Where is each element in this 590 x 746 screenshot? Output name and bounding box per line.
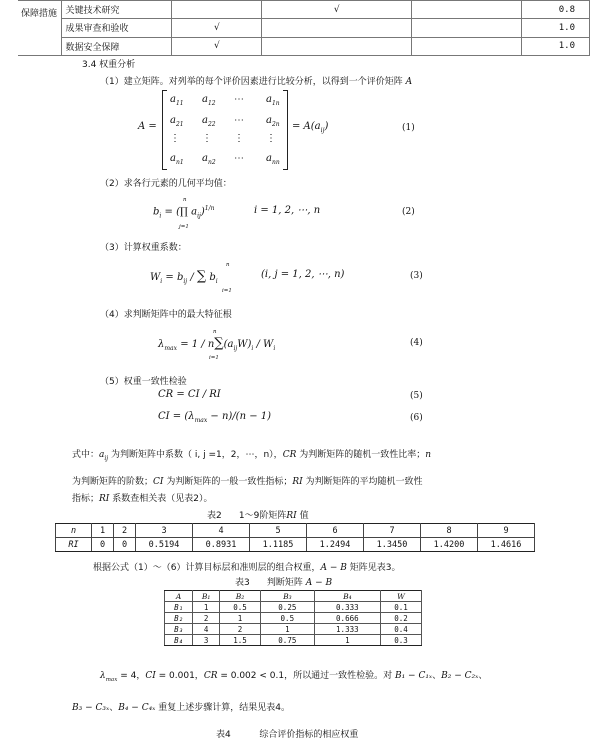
table-row: B₄ 3 1.5 0.75 1 0.3 [165, 635, 422, 646]
paragraph-6: B₃ − C₃ₓ、B₄ − C₄ₓ 重复上述步骤计算，结果见表4。 [72, 703, 290, 713]
step3-text: （3）计算权重系数： [100, 243, 187, 253]
matrix-lhs: A = [138, 121, 157, 132]
matrix-right-bracket [283, 90, 288, 170]
matrix-element: ⋮ [202, 133, 212, 144]
step2-text: （2）求各行元素的几何平均值： [100, 179, 232, 189]
matrix-element: ⋯ [234, 94, 244, 105]
matrix-element: ⋯ [234, 153, 244, 164]
table-row: B₂ 2 1 0.5 0.666 0.2 [165, 613, 422, 624]
matrix-rhs: = $A(a_{ij})$ [292, 121, 329, 134]
sum4-top: n [213, 329, 217, 335]
prod-bottom: j=1 [179, 224, 189, 230]
paragraph-5: $\lambda_{max} = 4$，CI = 0.001，CR = 0.002 < 0.1，所以通过一致性检验。对 B₁ − C₁ₓ、B₂ − C₂ₓ、 [100, 671, 488, 683]
formula-2-range: i = 1, 2, ⋯, n [254, 205, 321, 216]
row-value: 1.0 [522, 37, 590, 55]
prod-top: n [183, 197, 187, 203]
table-row [18, 37, 590, 55]
check-mark: √ [172, 37, 262, 55]
row-name: 成果审查和验收 [62, 19, 172, 37]
matrix-element: $a_{11}$ [170, 94, 184, 107]
matrix-element: $a_{n2}$ [202, 153, 216, 166]
matrix-element: ⋯ [234, 115, 244, 126]
table-row [18, 19, 590, 37]
formula-4: $\lambda_{max} = 1 / n\sum(a_{ij}W)_i / W_i$ [158, 336, 276, 352]
table-row: A B₁ B₂ B₃ B₄ W [165, 591, 422, 602]
row-name: 数据安全保障 [62, 37, 172, 55]
eq-number-4: (4) [410, 338, 423, 348]
formula-6: CI = $(\lambda_{max} - n)/(n - 1)$ [158, 411, 272, 424]
paragraph-1: 式中：$a_{ij}$ 为判断矩阵中系数（ i, j =1，2，⋯，n），CR 为判断矩阵的随机一致性比率；n [72, 450, 432, 462]
matrix-element: $a_{nn}$ [266, 153, 280, 166]
matrix-element: ⋮ [170, 133, 180, 144]
matrix-element: $a_{2n}$ [266, 115, 280, 128]
section-label: 保障措施 [18, 1, 62, 56]
eq-number-2: (2) [402, 207, 415, 217]
matrix-element: $a_{22}$ [202, 115, 216, 128]
matrix-element: $a_{n1}$ [170, 153, 184, 166]
header-cell: n [56, 524, 92, 538]
matrix-element: $a_{21}$ [170, 115, 184, 128]
paragraph-4: 根据公式（1）～（6）计算目标层和准则层的组合权重，A − B 矩阵见表3。 [93, 563, 401, 573]
formula-2: $b_i$ = (∏ $a_{ij})^{1/n}$ [153, 205, 215, 220]
formula-3: $W_i = b_{ij}$ / ∑ $b_i$ [150, 269, 218, 285]
table-row: RI 0 0 0.5194 0.8931 1.1185 1.2494 1.3450 1.4200 1.4616 [56, 538, 535, 552]
step5-text: （5）权重一致性检验 [100, 377, 187, 387]
matrix-element: $a_{1n}$ [266, 94, 280, 107]
table-row: n 1 2 3 4 5 6 7 8 9 [56, 524, 535, 538]
matrix-element: $a_{12}$ [202, 94, 216, 107]
check-mark: √ [262, 1, 412, 19]
table2-caption: 表2 1～9阶矩阵RI 值 [207, 511, 309, 521]
row-name: 关键技术研究 [62, 1, 172, 19]
section-heading: 3.4 权重分析 [82, 60, 136, 70]
table-row [18, 1, 590, 19]
matrix-element: ⋮ [266, 133, 276, 144]
step1-text: （1）建立矩阵。对列举的每个评价因素进行比较分析，以得到一个评价矩阵 A [100, 77, 413, 87]
eq-number-6: (6) [410, 413, 423, 423]
table3-caption: 表3 判断矩阵 A − B [235, 578, 333, 588]
eq-number-5: (5) [410, 391, 423, 401]
check-mark: √ [172, 19, 262, 37]
row-value: 0.8 [522, 1, 590, 19]
paragraph-3: 指标；RI 系数查相关表（见表2）。 [72, 494, 213, 504]
formula-3-range: (i, j = 1, 2, ⋯, n) [261, 269, 345, 280]
eq-number-3: (3) [410, 271, 423, 281]
row-label: RI [56, 538, 92, 552]
sum4-bottom: i=1 [209, 355, 219, 361]
eq-number-1: (1) [402, 123, 415, 133]
formula-5: CR = CI / RI [158, 389, 221, 400]
sum-bottom: i=1 [222, 288, 232, 294]
table-row: B₁ 1 0.5 0.25 0.333 0.1 [165, 602, 422, 613]
row-value: 1.0 [522, 19, 590, 37]
sum-top: n [226, 262, 230, 268]
top-table [18, 0, 590, 56]
table4-caption: 表4 综合评价指标的相应权重 [216, 730, 359, 740]
ri-table [55, 523, 535, 552]
step4-text: （4）求判断矩阵中的最大特征根 [100, 310, 232, 320]
paragraph-2: 为判断矩阵的阶数；CI 为判断矩阵的一般一致性指标；RI 为判断矩阵的平均随机一致性 [72, 477, 423, 487]
matrix-element: ⋮ [234, 133, 244, 144]
ab-matrix-table [164, 590, 422, 646]
matrix-left-bracket [162, 90, 167, 170]
table-row: B₃ 4 2 1 1.333 0.4 [165, 624, 422, 635]
